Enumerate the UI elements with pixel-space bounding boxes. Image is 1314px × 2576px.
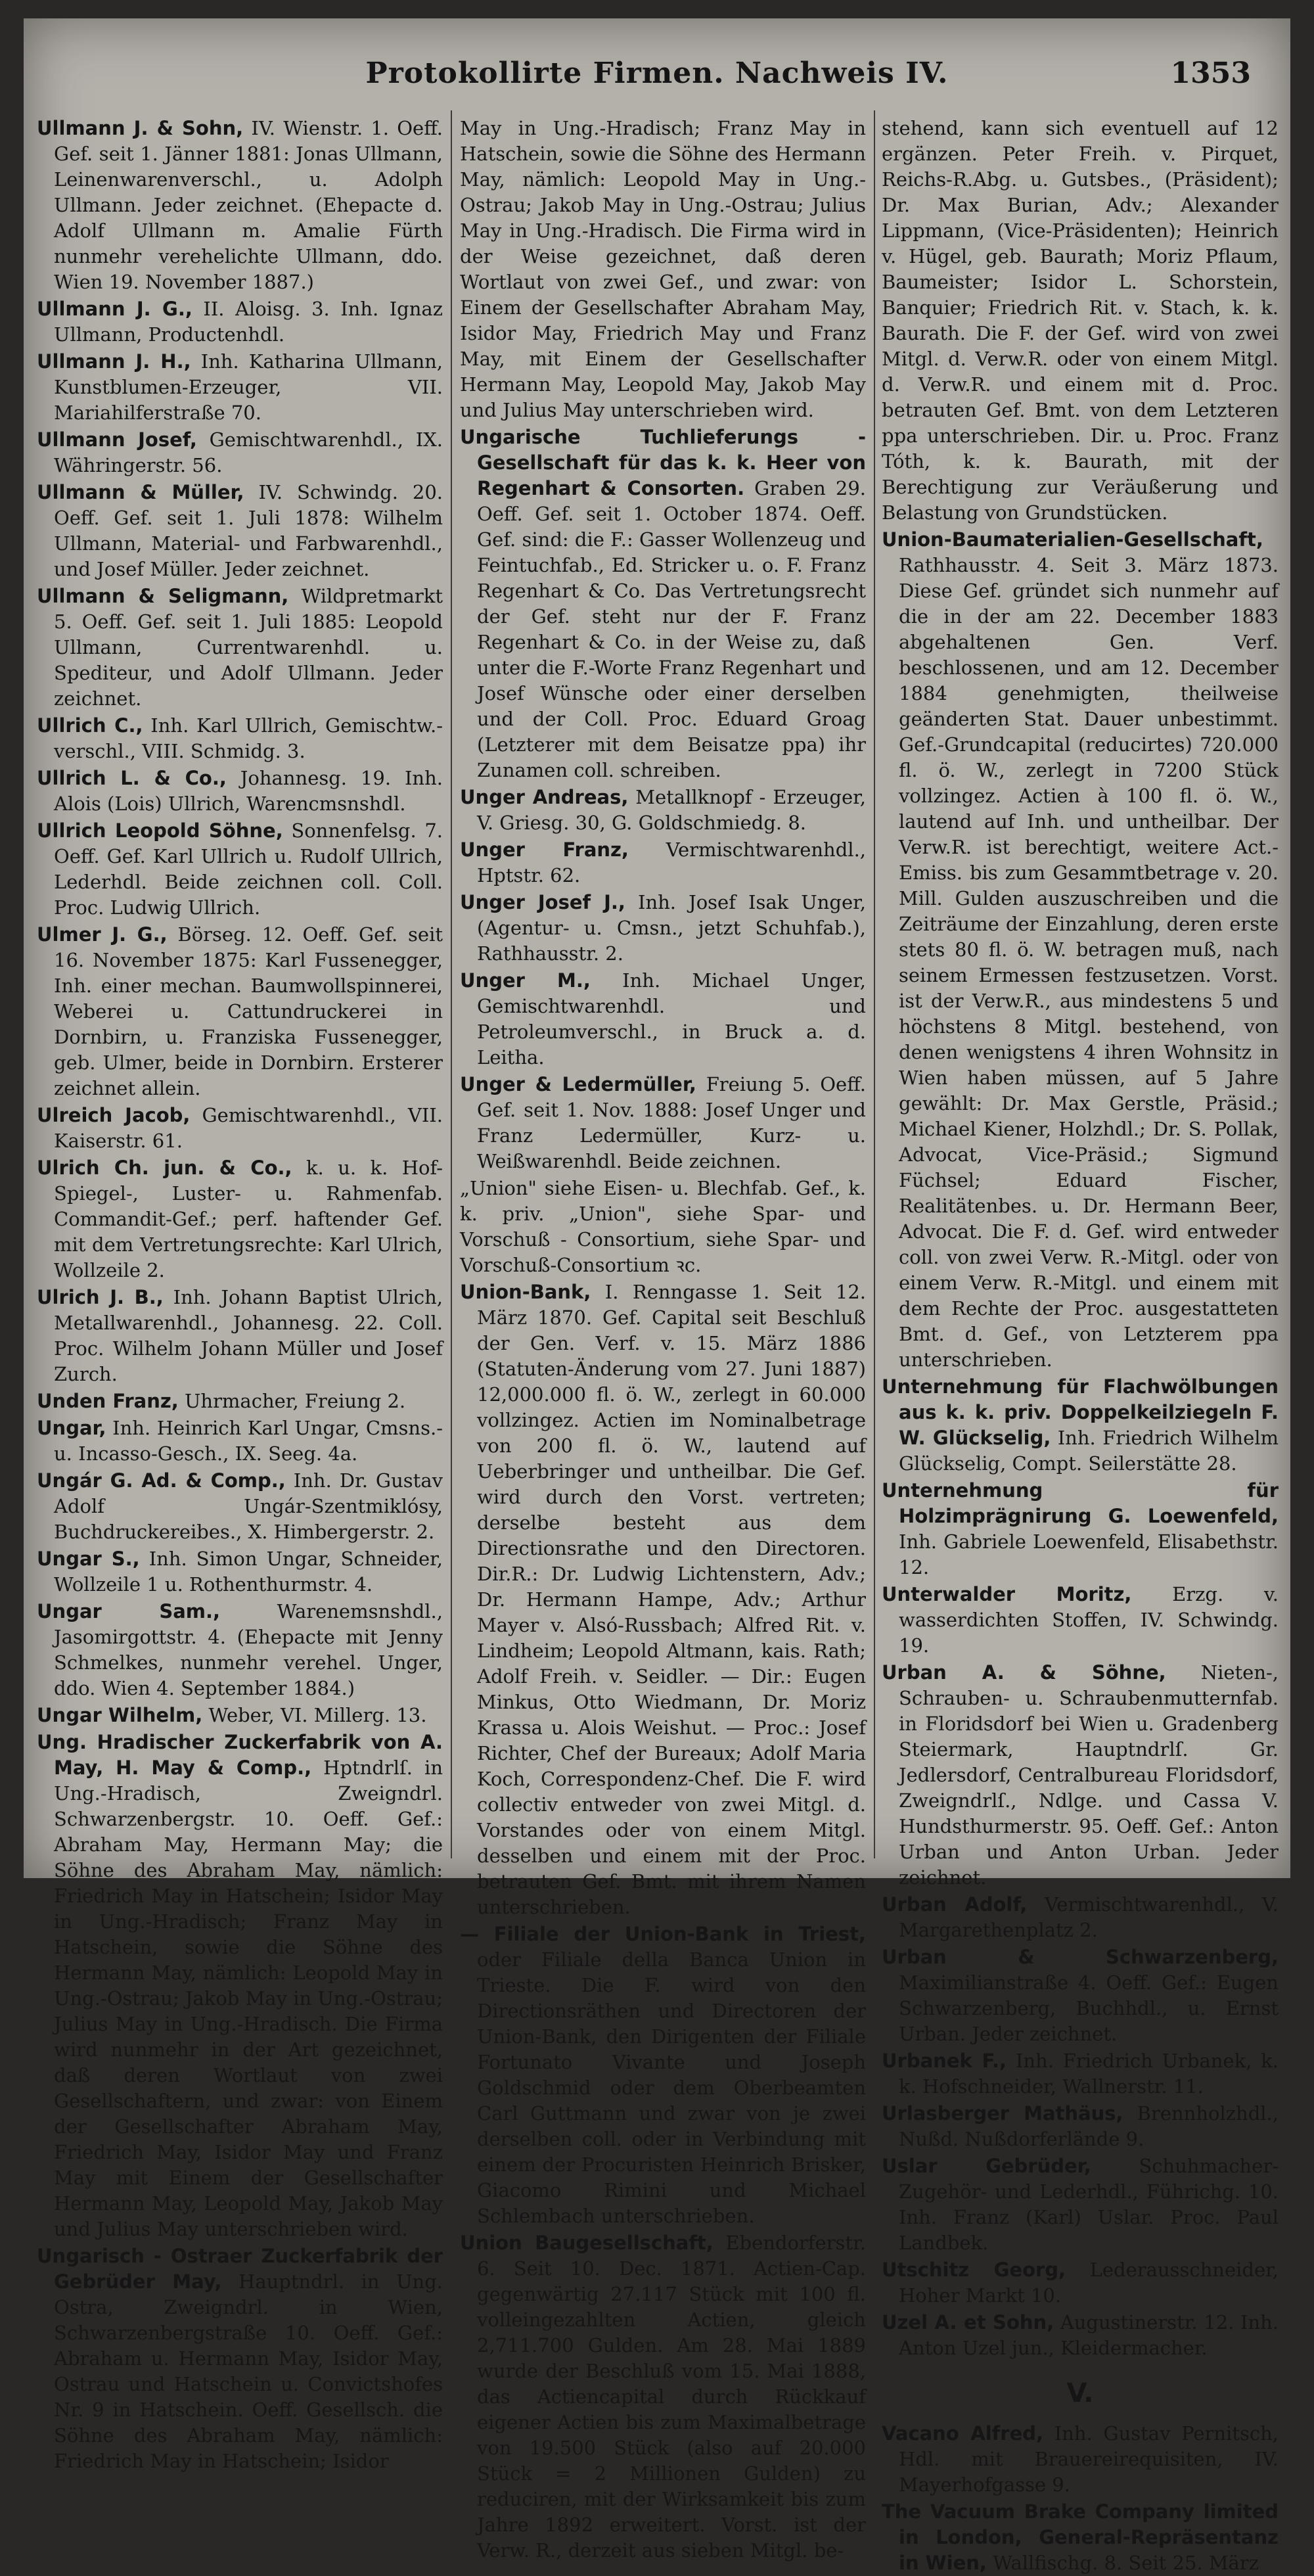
entry-text: Inh. Katharina Ullmann, Kunstblumen-Erzeuger, VII. Mariahilferstraße 70. (54, 350, 443, 424)
entry-text: Gemischtwarenhdl., IX. Währingerstr. 56. (54, 428, 443, 476)
entry-text: Maximilianstraße 4. Oeff. Gef.: Eugen Schwarzenberg, Buchhdl., u. Ernst Urban. Jeder zeichnet. (899, 1971, 1279, 2045)
directory-entry (460, 1921, 866, 2229)
firm-name: Vacano Alfred, (882, 2422, 1044, 2445)
directory-entry (37, 1103, 443, 1154)
column-1 (37, 116, 443, 2472)
firm-name: Ulrich J. B., (37, 1286, 164, 1308)
firm-name: Ung. Hradischer Zuckerfabrik von A. May, H. May & Comp., (37, 1731, 443, 1779)
page-header (24, 57, 1290, 96)
entry-text: Gemischtwarenhdl., VII. Kaiserstr. 61. (54, 1104, 443, 1152)
directory-entry (37, 427, 443, 478)
column-3 (882, 116, 1279, 2574)
directory-entry (882, 2310, 1279, 2361)
directory-entry (37, 818, 443, 921)
firm-name: Uzel A. et Sohn, (882, 2311, 1054, 2334)
directory-entry (37, 480, 443, 582)
firm-name: Ungarisch - Ostraer Zuckerfabrik der Gebrüder May, (37, 2245, 443, 2293)
firm-name: Unterwalder Moritz, (882, 1583, 1132, 1605)
entry-text: Inh. Gustav Pernitsch, Hdl. mit Brauereirequisiten, IV. Mayerhofgasse 9. (899, 2422, 1279, 2496)
firm-name: Ungar, (37, 1417, 106, 1439)
firm-name: Uslar Gebrüder, (882, 2155, 1091, 2177)
firm-name: Utschitz Georg, (882, 2259, 1066, 2281)
directory-entry (460, 890, 866, 967)
firm-name: Ulrich Ch. jun. & Co., (37, 1157, 292, 1179)
entry-text: Vermischtwarenhdl., Hptstr. 62. (477, 839, 867, 886)
firm-name: Urban A. & Söhne, (882, 1661, 1166, 1684)
directory-entry (882, 1582, 1279, 1659)
firm-name: — Filiale der Union-Bank in Triest, (460, 1923, 866, 1945)
firm-name: Unger Josef J., (460, 891, 625, 913)
entry-text: Inh. Friedrich Urbanek, k. k. Hofschneider, Wallnerstr. 11. (899, 2050, 1279, 2098)
section-letter-heading: V. (1066, 2378, 1094, 2408)
firm-name: Ullmann Josef, (37, 428, 197, 451)
directory-entry (882, 2257, 1279, 2309)
entry-text: Inh. Dr. Gustav Adolf Ungár-Szentmiklósy, Buchdruckereibes., X. Himbergerstr. 2. (54, 1469, 443, 1543)
firm-name: Ungár G. Ad. & Comp., (37, 1469, 286, 1492)
book-page (24, 18, 1290, 2574)
entry-text: Sonnenfelsg. 7. Oeff. Gef. Karl Ullrich u. Rudolf Ullrich, Lederhdl. Beide zeichnen coll. Coll. Proc. Ludwig Ullrich. (54, 819, 443, 919)
directory-entry (882, 1478, 1279, 1580)
firm-name: Union-Baumaterialien-Gesellschaft, (882, 528, 1263, 551)
entry-text: May in Ung.-Hradisch; Franz May in Hatschein, sowie die Söhne des Hermann May, nämlich: Leopold May in Ung.-Ostrau; Jakob May in Ung.-Ostrau; Julius May in Ung.-Hradisch. Die Firma wird in der Weise gezeichnet, daß deren Wortlaut von zwei Gef., und zwar: von Einem der Gesellschafter Abraham May, Isidor May, Friedrich May und Franz May, mit Einem der Gesellschafter Hermann May, Leopold May, Jakob May und Julius May unterschrieben wird. (460, 117, 866, 421)
firm-name: Ulreich Jacob, (37, 1104, 191, 1126)
directory-entry (37, 2243, 443, 2474)
firm-name: Unger M., (460, 969, 591, 992)
firm-name: Ullmann & Seligmann, (37, 585, 289, 607)
column-rule (451, 110, 452, 1858)
entry-text: Lederausschneider, Hoher Markt 10. (899, 2259, 1279, 2307)
entry-text: Inh. Heinrich Karl Ungar, Cmsns.- u. Incasso-Gesch., IX. Seeg. 4a. (54, 1417, 443, 1465)
directory-entry (37, 296, 443, 348)
entry-text: Augustinerstr. 12. Inh. Anton Uzel jun., Kleidermacher. (899, 2311, 1279, 2359)
column-rule (874, 110, 875, 1858)
directory-entry (460, 2230, 866, 2564)
entry-text: IV. Schwindg. 20. Oeff. Gef. seit 1. Juli 1878: Wilhelm Ullmann, Material- und Farbwarenhdl., und Josef Müller. Jeder zeichnet. (54, 481, 443, 580)
directory-entry (882, 2153, 1279, 2256)
entry-text: II. Aloisg. 3. Inh. Ignaz Ullmann, Productenhdl. (54, 298, 443, 346)
entry-text: „Union" siehe Eisen- u. Blechfab. Gef., k. k. priv. „Union", siehe Spar- und Vorschuß - Consortium, siehe Spar- und Vorschuß-Consortium ꝛc. (460, 1177, 866, 1276)
firm-name: Union Baugesellschaft, (460, 2232, 714, 2254)
directory-entry (460, 785, 866, 836)
firm-name: Ungar Sam., (37, 1600, 221, 1622)
entry-text: Johannesg. 19. Inh. Alois (Lois) Ullrich, Warencmsnshdl. (54, 767, 443, 815)
entry-text: Brennholzhdl., Nußd. Nußdorferlände 9. (899, 2102, 1279, 2150)
firm-name: Ullmann J. G., (37, 298, 193, 320)
entry-text: Hauptndrl. in Ung. Ostra, Zweigndrl. in Wien, Schwarzenbergstraße 10. Oeff. Gef.: Abraham u. Hermann May, Isidor May, Ostrau und Hatschein u. Convictshofes Nr. 9 in Hatschein. Oeff. Gesellsch. die Söhne des Abraham May, nämlich: Friedrich May in Hatschein; Isidor (54, 2270, 443, 2472)
entry-text: Ebendorferstr. 6. Seit 10. Dec. 1871. Actien-Cap. gegenwärtig 27.117 Stück mit 100 fl. volleingezahlten Actien, gleich 2,711.700 Gulden. Am 28. Mai 1889 wurde der Beschluß vom 15. Mai 1888, das Actiencapital durch Rückkauf eigener Actien bis zum Maximalbetrage von 19.500 Stück (also auf 20.000 Stück = 2 Millionen Gulden) zu reduciren, mit der Wirksamkeit bis zum Jahre 1892 erweitert. Vorst. ist der Verw. R., derzeit aus sieben Mitgl. be- (477, 2232, 866, 2562)
directory-entry (37, 1468, 443, 1545)
running-title: Protokollirte Firmen. Nachweis IV. (365, 57, 949, 90)
entry-text: Wildpretmarkt 5. Oeff. Gef. seit 1. Juli 1885: Leopold Ullmann, Currentwarenhdl. u. Spediteur, und Adolf Ullmann. Jeder zeichnet. (54, 585, 443, 710)
firm-name: Urbanek F., (882, 2050, 1007, 2072)
firm-name: Ullrich Leopold Söhne, (37, 819, 283, 842)
entry-text: Uhrmacher, Freiung 2. (184, 1390, 406, 1412)
entry-text: IV. Wienstr. 1. Oeff. Gef. seit 1. Jänner 1881: Jonas Ullmann, Leinenwarenverschl., u. Adolph Ullmann. Jeder zeichnet. (Ehepacte d. Adolf Ullmann m. Amalie Fürth nunmehr verehelichte Ullmann, ddo. Wien 19. November 1887.) (54, 117, 443, 293)
firm-name: Ullmann J. H., (37, 350, 191, 373)
firm-name: Ullrich L. & Co., (37, 767, 227, 789)
directory-entry (37, 1703, 443, 1728)
directory-entry (882, 1660, 1279, 1891)
firm-name: Ullrich C., (37, 714, 143, 737)
directory-entry (882, 1944, 1279, 2047)
directory-entry (37, 713, 443, 764)
directory-entry (882, 2048, 1279, 2100)
directory-entry (460, 968, 866, 1070)
entry-text: stehend, kann sich eventuell auf 12 ergänzen. Peter Freih. v. Pirquet, Reichs-R.Abg. u. Gutsbes., (Präsident); Dr. Max Burian, Adv.; Alexander Lippmann, (Vice-Präsidenten); Heinrich v. Hügel, geb. Baurath; Moriz Pflaum, Baumeister; Isidor L. Schorstein, Banquier; Friedrich Rit. v. Stach, k. k. Baurath. Die F. der Gef. wird von zwei Mitgl. d. Verw.R. oder von einem Mitgl. d. Verw.R. und einem mit d. Proc. betrauten Gef. Bmt. von dem Letzteren ppa unterschrieben. Dir. u. Proc. Franz Tóth, k. k. Baurath, mit der Berechtigung zur Veräußerung und Belastung von Grundstücken. (882, 117, 1279, 524)
entry-text: Inh. Johann Baptist Ulrich, Metallwarenhdl., Johannesg. 22. Coll. Proc. Wilhelm Johann Müller und Josef Zurch. (54, 1286, 443, 1385)
firm-name: Ullmann J. & Sohn, (37, 117, 244, 139)
entry-text: Vermischtwarenhdl., V. Margarethenplatz 2. (899, 1893, 1279, 1941)
entry-text: Graben 29. Oeff. Gef. seit 1. October 1874. Oeff. Gef. sind: die F.: Gasser Wollenzeug und Feintuchfab., Ed. Stricker u. o. F. Franz Regenhart & Co. Das Vertretungsrecht der Gef. steht nur der F. Franz Regenhart & Co. in der Weise zu, daß unter die F.-Worte Franz Regenhart und Josef Wünsche oder einer derselben und der Coll. Proc. Eduard Groag (Letzterer mit dem Beisatze ppa) ihr Zunamen coll. schreiben. (477, 477, 866, 781)
entry-text: Inh. Simon Ungar, Schneider, Wollzeile 1 u. Rothenthurmstr. 4. (54, 1548, 443, 1596)
directory-entry (882, 1374, 1279, 1477)
firm-name: Ungar S., (37, 1548, 140, 1570)
entry-text: Metallknopf - Erzeuger, V. Griesg. 30, G. Goldschmiedg. 8. (477, 786, 867, 834)
firm-name: Ungar Wilhelm, (37, 1704, 203, 1726)
directory-entry (37, 116, 443, 295)
directory-entry (882, 527, 1279, 1373)
directory-entry (37, 584, 443, 712)
entry-text: Rathhausstr. 4. Seit 3. März 1873. Diese Gef. gründet sich nunmehr auf die in der am 22. December 1883 abgehaltenen Gen. Verf. beschlossenen, und am 12. December 1884 genehmigten, theilweise geänderten Stat. Dauer unbestimmt. Gef.-Grundcapital (reducirtes) 720.000 fl. ö. W., zerlegt in 7200 Stück vollzingez. Actien à 100 fl. ö. W., lautend auf Inh. und untheilbar. Der Verw.R. ist berechtigt, weitere Act.-Emiss. bis zum Gesammtbetrage v. 20. Mill. Gulden auszuschreiben und die Zeiträume der Einzahlung, deren erste stets 80 fl. ö. W. betragen muß, nach seinem Ermessen festzusetzen. Vorst. ist der Verw.R., aus mindestens 5 und höchstens 8 Mitgl. bestehend, von denen wenigstens 4 ihren Wohnsitz in Wien haben müssen, auf 5 Jahre gewählt: Dr. Max Gerstle, Präsid.; Michael Kiener, Holzhdl.; Dr. S. Pollak, Advocat, Vice-Präsid.; Sigmund Füchsel; Eduard Fischer, Realitätenbes. u. Dr. Hermann Beer, Advocat. Die F. d. Gef. wird entweder coll. von zwei Verw. R.-Mitgl. oder von einem Verw. R.-Mitgl. und einem mit dem Rechte der Proc. ausgestatteten Bmt. d. Gef., von Letzterem ppa unterschrieben. (899, 554, 1279, 1371)
directory-entry (460, 425, 866, 783)
entry-text: Inh. Friedrich Wilhelm Glückselig, Compt. Seilerstätte 28. (899, 1427, 1279, 1475)
firm-name: Urban Adolf, (882, 1893, 1028, 1916)
firm-name: Unden Franz, (37, 1390, 179, 1412)
directory-entry (882, 2421, 1279, 2498)
directory-entry (460, 116, 866, 423)
entry-text: k. u. k. Hof-Spiegel-, Luster- u. Rahmenfab. Commandit-Gef.; perf. haftender Gef. mit dem Vertretungsrechte: Karl Ulrich, Wollzeile 2. (54, 1157, 443, 1281)
entry-text: oder Filiale della Banca Union in Trieste. Die F. wird von den Directionsräthen und Directoren der Union-Bank, den Dirigenten der Filiale Fortunato Vivante und Joseph Goldschmid oder dem Oberbeamten Carl Guttmann und zwar von je zwei derselben coll. oder in Verbindung mit einem der Procuristen Heinrich Brisker, Giacomo Rimini und Michael Schlembach unterschrieben. (477, 1948, 866, 2227)
directory-entry (460, 837, 866, 888)
entry-text: Nieten-, Schrauben- u. Schraubenmutternfab. in Floridsdorf bei Wien u. Gradenberg Steiermark, Hauptndrlſ. Gr. Jedlersdorf, Centralbureau Floridsdorf, Zweigndrlſ., Ndlge. und Cassa V. Hundsthurmerstr. 95. Oeff. Gef.: Anton Urban und Anton Urban. Jeder zeichnet. (899, 1661, 1279, 1889)
firm-name: Unternehmung für Holzimprägnirung G. Loewenfeld, (882, 1479, 1279, 1527)
entry-text: Schuhmacher-Zugehör- und Lederhdl., Führichg. 10. Inh. Franz (Karl) Uslar. Proc. Paul Landbek. (899, 2155, 1279, 2254)
directory-entry (460, 1279, 866, 1920)
directory-entry (37, 1155, 443, 1283)
firm-name: Ullmann & Müller, (37, 481, 244, 503)
directory-entry (37, 1389, 443, 1414)
directory-entry (882, 116, 1279, 526)
firm-name: Ungarische Tuchlieferungs - Gesellschaft für das k. k. Heer von Regenhart & Consorten. (460, 426, 866, 499)
entry-text: Wallfischg. 8. Seit 25. März (993, 2552, 1259, 2574)
entry-text: Erzg. v. wasserdichten Stoffen, IV. Schwindg. 19. (899, 1583, 1279, 1657)
directory-entry (37, 1546, 443, 1598)
directory-entry (882, 2101, 1279, 2152)
directory-entry (37, 1599, 443, 1701)
firm-name: The Vacuum Brake Company limited in London, General-Repräsentanz in Wien, (882, 2500, 1279, 2574)
directory-entry (37, 766, 443, 817)
directory-entry (37, 349, 443, 426)
directory-entry (882, 1892, 1279, 1943)
entry-text: Inh. Karl Ullrich, Gemischtw.-verschl., VIII. Schmidg. 3. (54, 714, 443, 762)
column-2 (460, 116, 867, 2562)
entry-text: Inh. Michael Unger, Gemischtwarenhdl. und Petroleumverschl., in Bruck a. d. Leitha. (477, 969, 866, 1069)
directory-entry (460, 1176, 866, 1278)
firm-name: Unger & Ledermüller, (460, 1073, 696, 1095)
entry-text: Börseg. 12. Oeff. Gef. seit 16. November 1875: Karl Fussenegger, Inh. einer mechan. Baumwollspinnerei, Weberei u. Cattundruckerei in Dornbirn, u. Franziska Fussenegger, geb. Ulmer, beide in Dornbirn. Ersterer zeichnet allein. (54, 923, 443, 1099)
directory-entry (37, 1285, 443, 1387)
entry-text: Inh. Josef Isak Unger, (Agentur- u. Cmsn., jetzt Schuhfab.), Rathhausstr. 2. (477, 891, 867, 965)
firm-name: Ulmer J. G., (37, 923, 168, 946)
page-number: 1353 (1170, 57, 1251, 90)
directory-entry (882, 2499, 1279, 2576)
entry-text: I. Renngasse 1. Seit 12. März 1870. Gef. Capital seit Beschluß der Gen. Verf. v. 15. März 1886 (Statuten-Änderung vom 27. Juni 1887) 12,000.000 fl. ö. W., zerlegt in 60.000 vollzingez. Actien im Nominalbetrage von 200 fl. ö. W., lautend auf Ueberbringer und untheilbar. Die Gef. wird durch den Vorst. vertreten; derselbe besteht aus dem Directionsrathe und den Directoren. Dir.R.: Dr. Ludwig Lichtenstern, Adv.; Dr. Hermann Hampe, Adv.; Arthur Mayer v. Alsó-Russbach; Alfred Rit. v. Lindheim; Leopold Altmann, kais. Rath; Adolf Freih. v. Seidler. — Dir.: Eugen Minkus, Otto Wiedmann, Dr. Moriz Krassa u. Alois Weishut. — Proc.: Josef Richter, Chef der Bureaux; Adolf Maria Koch, Correspondenz-Chef. Die F. wird collectiv entweder von zwei Mitgl. d. Vorstandes oder von einem Mitgl. desselben und einem mit der Proc. betrauten Gef. Bmt. mit ihrem Namen unterschrieben. (477, 1281, 866, 1918)
firm-name: Unger Franz, (460, 839, 629, 861)
firm-name: Urban & Schwarzenberg, (882, 1946, 1279, 1968)
firm-name: Unternehmung für Flachwölbungen aus k. k. priv. Doppelkeilziegeln F. W. Glückselig, (882, 1375, 1279, 1449)
entry-text: Inh. Gabriele Loewenfeld, Elisabethstr. 12. (899, 1530, 1279, 1578)
entry-text: Warenemsnshdl., Jasomirgottstr. 4. (Ehepacte mit Jenny Schmelkes, nunmehr verehel. Unger, ddo. Wien 4. September 1884.) (54, 1600, 443, 1699)
firm-name: Union-Bank, (460, 1281, 591, 1303)
entry-text: Weber, VI. Millerg. 13. (208, 1704, 427, 1726)
firm-name: Urlasberger Mathäus, (882, 2102, 1123, 2125)
directory-entry (460, 1072, 866, 1174)
firm-name: Unger Andreas, (460, 786, 629, 808)
directory-entry (37, 922, 443, 1101)
entry-text: Hptndrlſ. in Ung.-Hradisch, Zweigndrl. Schwarzenbergstr. 10. Oeff. Gef.: Abraham May, Hermann May; die Söhne des Abraham May, nämlich: Friedrich May in Hatschein; Isidor May in Ung.-Hradisch; Franz May in Hatschein, sowie die Söhne des Hermann May, nämlich: Leopold May in Ung.-Ostrau; Jakob May in Ung.-Ostrau; Julius May in Ung.-Hradisch. Die Firma wird nunmehr in der Art gezeichnet, daß deren Wortlaut von zwei Gesellschaftern, und zwar: von Einem der Gesellschafter Abraham May, Friedrich May, Isidor May und Franz May mit Einem der Gesellschafter Hermann May, Leopold May, Jakob May und Julius May unterschrieben wird. (54, 1757, 443, 2240)
entry-text: Freiung 5. Oeff. Gef. seit 1. Nov. 1888: Josef Unger und Franz Ledermüller, Kurz- u. Weißwarenhdl. Beide zeichnen. (477, 1073, 866, 1172)
directory-entry (37, 1415, 443, 1467)
directory-entry (37, 1730, 443, 2242)
